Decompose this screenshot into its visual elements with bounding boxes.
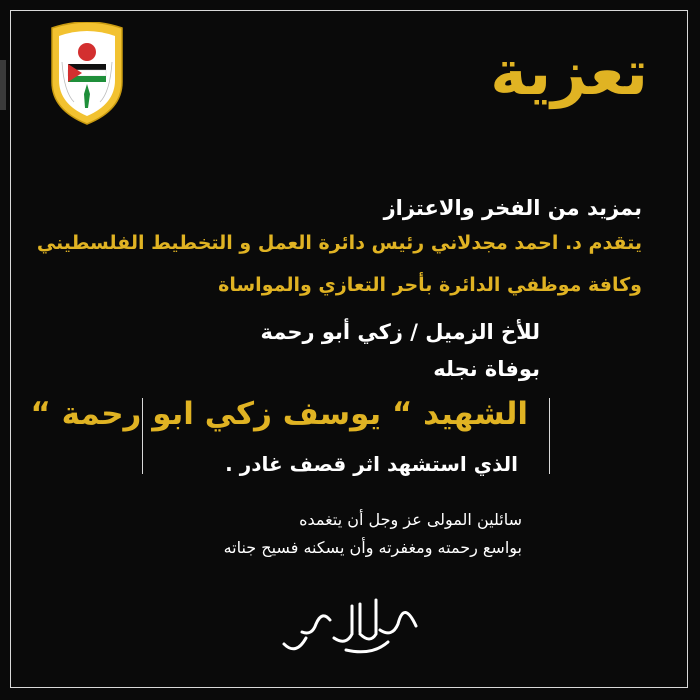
condolence-calligraphy (276, 590, 426, 660)
edge-mark (0, 60, 6, 110)
sender-line: يتقدم د. احمد مجدلاني رئيس دائرة العمل و التخطيط الفلسطيني (36, 232, 642, 254)
plo-logo (44, 22, 130, 126)
relation-line: بوفاة نجله (433, 357, 540, 381)
recipient-line: للأخ الزميل / زكي أبو رحمة (260, 320, 540, 344)
page-title: تعزية (490, 36, 648, 109)
prayer-line-1: سائلين المولى عز وجل أن يتغمده (299, 510, 522, 529)
staff-line: وكافة موظفي الدائرة بأحر التعازي والمواساة (218, 274, 642, 296)
prayer-line-2: بواسع رحمته ومغفرته وأن يسكنه فسيح جناته (223, 538, 522, 557)
martyr-name: الشهيد “ يوسف زكي ابو رحمة “ (30, 396, 528, 432)
martyr-detail: الذي استشهد اثر قصف غادر . (225, 452, 518, 476)
intro-line: بمزيد من الفخر والاعتزاز (383, 196, 642, 220)
